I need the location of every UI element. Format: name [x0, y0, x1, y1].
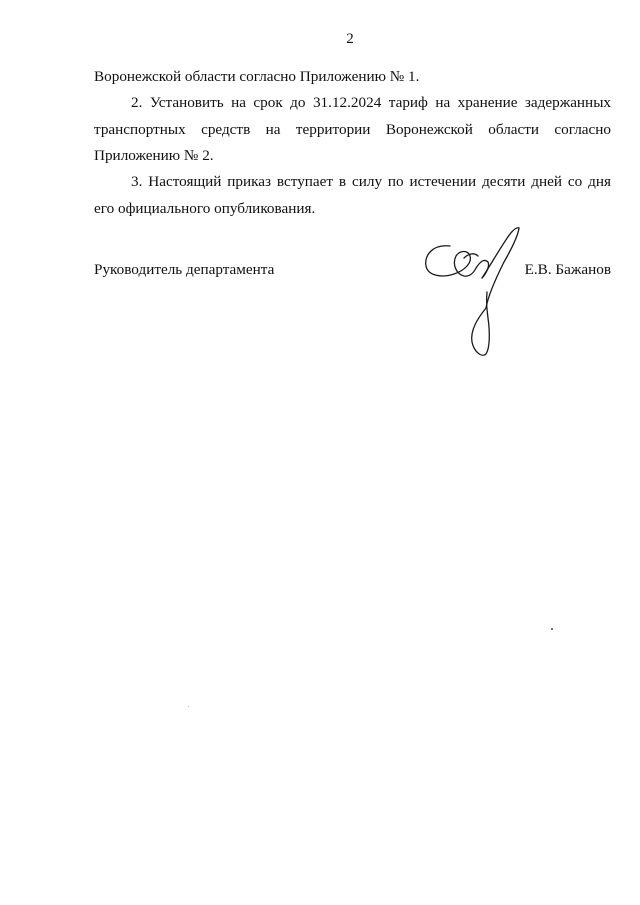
paragraph-2: 2. Установить на срок до 31.12.2024 тариф на хранение задержанных транспортных средств на территории Воронежской области согласно Приложению № 2. — [94, 94, 611, 164]
paragraph-3: 3. Настоящий приказ вступает в силу по истечении десяти дней со дня его официального опубликования. — [94, 173, 611, 217]
signature-block — [94, 257, 611, 283]
signer-name: Е.В. Бажанов — [524, 261, 611, 278]
continuation-line: Воронежской области согласно Приложению № 1. — [94, 68, 420, 85]
signer-position-title: Руководитель департамента — [94, 261, 275, 278]
handwritten-signature-icon — [420, 222, 532, 362]
scan-artifact-dot — [188, 706, 189, 707]
scan-artifact-dot — [551, 628, 553, 630]
page-number: 2 — [346, 31, 354, 47]
